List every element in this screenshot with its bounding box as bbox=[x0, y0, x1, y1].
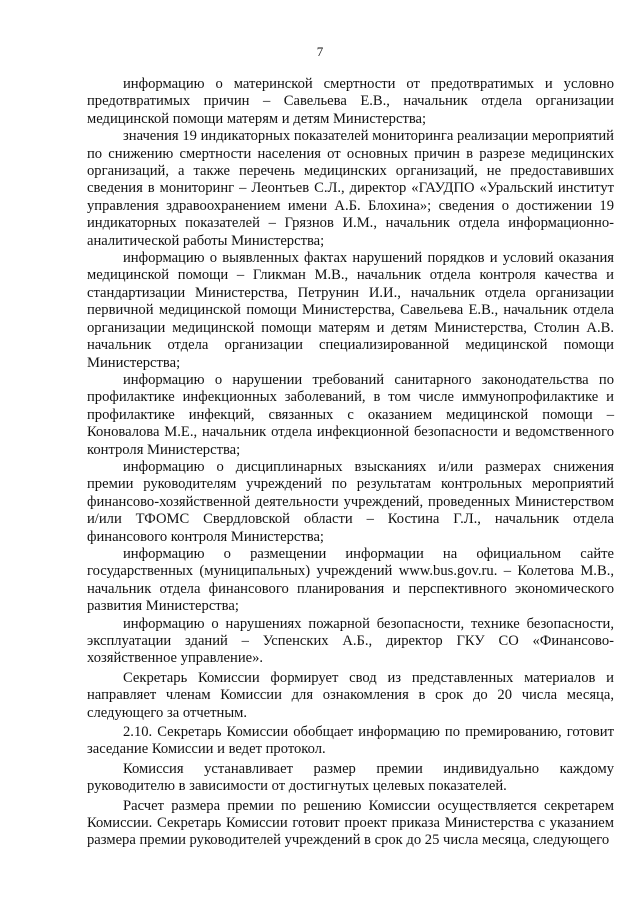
paragraph-website-info: информацию о размещении информации на официальном сайте государственных (муниципальных) учреждений www.bus.gov.ru. – Колетова М.В., начальник отдела финансового планирования и перспективного экономического развития Министерства; bbox=[87, 545, 614, 615]
paragraph-sanitary-violations: информацию о нарушении требований санитарного законодательства по профилактике инфекционных заболеваний, в том числе иммунопрофилактике и профилактике инфекций, связанных с оказанием медицинской помощи – Коновалова М.Е., начальник отдела инфекционной безопасности и ведомственного контроля Министерства; bbox=[87, 371, 614, 458]
document-body bbox=[87, 76, 614, 850]
paragraph-disciplinary: информацию о дисциплинарных взысканиях и/или размерах снижения премии руководителям учреждений по результатам контрольных мероприятий финансово-хозяйственной деятельности учреждений, проведенных Министерством и/или ТФОМС Свердловской области – Костина Г.Л., начальник отдела финансового контроля Министерства; bbox=[87, 458, 614, 545]
paragraph-2-10: 2.10. Секретарь Комиссии обобщает информацию по премированию, готовит заседание Комиссии и ведет протокол. bbox=[87, 724, 614, 758]
paragraph-bonus-calculation: Расчет размера премии по решению Комиссии осуществляется секретарем Комиссии. Секретарь Комиссии готовит проект приказа Министерства с указанием размера премии руководителей учреждений в срок до 25 числа месяца, следующего bbox=[87, 797, 614, 849]
paragraph-fire-safety: информацию о нарушениях пожарной безопасности, технике безопасности, эксплуатации зданий – Успенских А.Б., директор ГКУ СО «Финансово-хозяйственное управление». bbox=[87, 615, 614, 667]
paragraph-commission-bonus: Комиссия устанавливает размер премии индивидуально каждому руководителю в зависимости от достигнутых целевых показателей. bbox=[87, 760, 614, 795]
paragraph-secretary-summary: Секретарь Комиссии формирует свод из представленных материалов и направляет членам Комиссии для ознакомления в срок до 20 числа месяца, следующего за отчетным. bbox=[87, 669, 614, 721]
paragraph-indicators: значения 19 индикаторных показателей мониторинга реализации мероприятий по снижению смертности населения от основных причин в разрезе медицинских организаций, а также перечень медицинских организаций, не предоставивших сведения в мониторинг – Леонтьев С.Л., директор «ГАУДПО «Уральский институт управления здравоохранением имени А.Б. Блохина»; сведения о достижении 19 индикаторных показателей – Грязнов И.М., начальник отдела информационно-аналитической работы Министерства; bbox=[87, 128, 614, 249]
paragraph-maternal-mortality: информацию о материнской смертности от предотвратимых и условно предотвратимых причин – Савельева Е.В., начальник отдела организации медицинской помощи матерям и детям Министерства; bbox=[87, 76, 614, 127]
paragraph-violations-care: информацию о выявленных фактах нарушений порядков и условий оказания медицинской помощи – Гликман М.В., начальник отдела контроля качества и стандартизации Министерства, Петрунин И.И., начальник отдела организации первичной медицинской помощи Министерства, Савельева Е.В., начальник отдела организации медицинской помощи матерям и детям Министерства, Столин А.В. начальник отдела организации специализированной медицинской помощи Министерства; bbox=[87, 250, 614, 371]
page-number: 7 bbox=[316, 44, 324, 59]
